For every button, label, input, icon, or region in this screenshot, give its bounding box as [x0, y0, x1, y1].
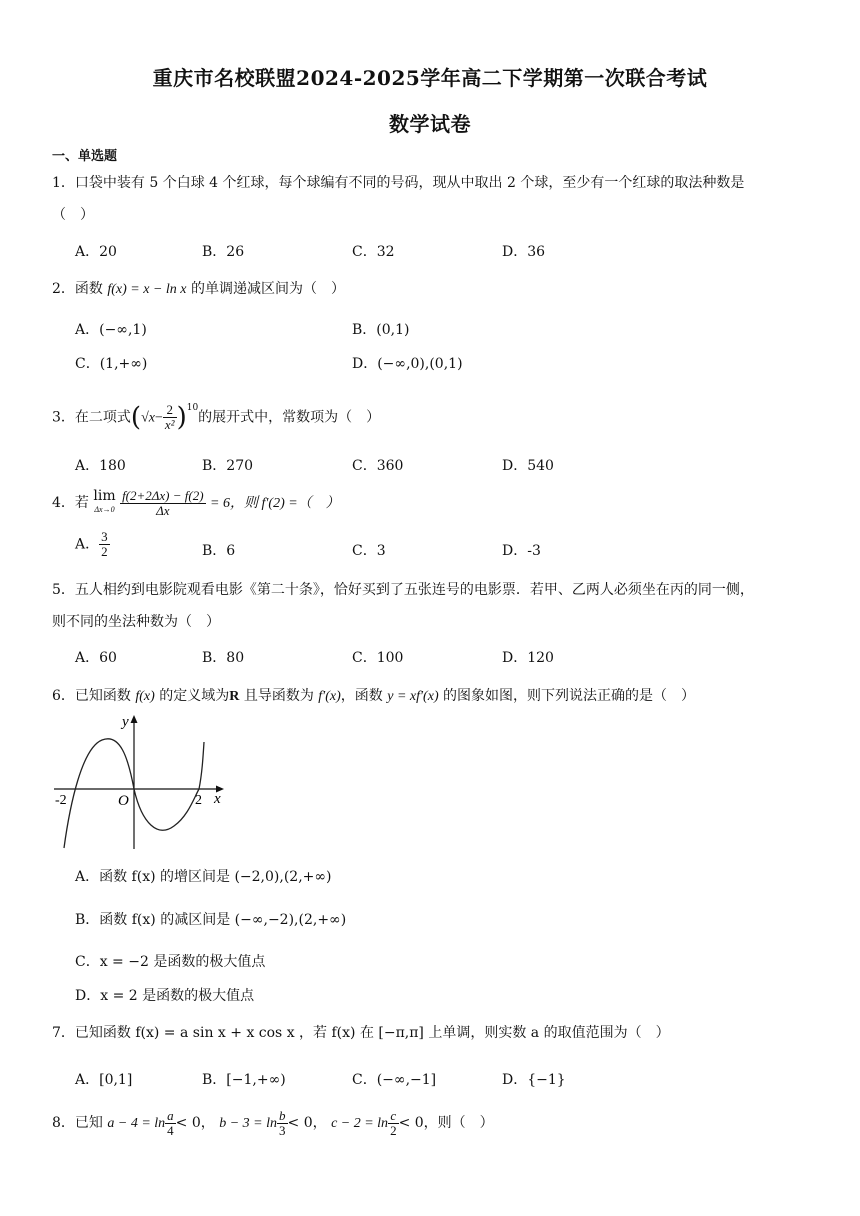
q8-a-expr: a − 4 = ln [107, 1116, 166, 1131]
q6-stem [52, 686, 695, 707]
q8-c-expr: c − 2 = ln [331, 1116, 389, 1131]
q3-exponent: 10 [186, 403, 199, 413]
q3-sqrt: √x [141, 410, 155, 426]
q3-option-c: C．360 [352, 458, 404, 474]
q8-c-tail: < 0，则（ ） [398, 1115, 494, 1131]
q7-option-b: B．[−1,+∞) [202, 1072, 286, 1088]
q6-fprime: f′(x) [318, 689, 341, 704]
q4-option-d: D．-3 [502, 543, 541, 559]
q1-option-d: D．36 [502, 244, 546, 260]
q2-stem [52, 279, 345, 300]
q7-option-a: A．[0,1] [75, 1072, 133, 1088]
q4-option-a-den: 2 [101, 544, 108, 559]
q6-text-a: 6．已知函数 [52, 688, 136, 704]
q1-option-c: C．32 [352, 244, 395, 260]
q1-stem-line2: （ ） [52, 207, 94, 223]
q8-a-fraction [165, 1109, 176, 1138]
graph-label-origin: O [118, 793, 129, 809]
q7-option-c: C．(−∞,−1] [352, 1072, 437, 1088]
q6-option-d: D．x = 2 是函数的极大值点 [75, 988, 255, 1004]
q4-option-a-num: 3 [101, 529, 108, 544]
y-axis-arrow [131, 715, 138, 723]
q7-stem: 7．已知函数 f(x) = a sin x + x cos x ，若 f(x) 在 [−π,π] 上单调，则实数 a 的取值范围为（ ） [52, 1025, 670, 1041]
q4-stem [52, 483, 340, 523]
q3-minus: − [154, 410, 163, 426]
q4-frac-den: Δx [156, 502, 170, 518]
q8-stem [52, 1104, 494, 1142]
q8-b-den: 3 [279, 1122, 286, 1138]
q8-prefix: 8．已知 [52, 1115, 103, 1131]
q1-stem-line1: 1．口袋中装有 5 个白球 4 个红球，每个球编有不同的号码，现从中取出 2 个球，至少有一个红球的取法种数是 [52, 175, 745, 191]
page-title: 重庆市名校联盟2024-2025学年高二下学期第一次联合考试 [152, 66, 708, 90]
q4-frac-num: f(2+2Δx) − f(2) [122, 487, 204, 503]
q6-option-c: C．x = −2 是函数的极大值点 [75, 954, 266, 970]
q5-option-c: C．100 [352, 650, 404, 666]
q4-equation-tail: = 6，则 f′(2) =（ ） [210, 496, 340, 511]
q5-stem-line1: 5．五人相约到电影院观看电影《第二十条》，恰好买到了五张连号的电影票．若甲、乙两人必须坐在丙的同一侧， [52, 582, 754, 598]
q3-suffix: 的展开式中，常数项为（ ） [198, 409, 381, 426]
q4-prefix: 4．若 [52, 495, 89, 511]
q4-lim-sub: Δx→0 [94, 505, 115, 514]
graph-label-neg2: -2 [55, 793, 67, 808]
q6-text-c: 且导函数为 [239, 688, 319, 704]
q3-option-d: D．540 [502, 458, 554, 474]
q4-option-c: C．3 [352, 543, 386, 559]
q7-option-d: D．{−1} [502, 1072, 566, 1088]
q6-text-e: 的图象如图，则下列说法正确的是（ ） [438, 688, 696, 704]
q4-limit [93, 490, 115, 516]
q4-lim-word: lim [93, 488, 116, 504]
q4-fraction [120, 489, 206, 518]
q1-option-a: A．20 [75, 244, 117, 260]
q2-expression: f(x) = x − ln x [107, 282, 187, 297]
graph-label-pos2: 2 [195, 793, 202, 808]
q8-a-tail: < 0， [175, 1115, 215, 1131]
q6-text-d: ，函数 [340, 688, 388, 704]
q2-option-d: D．(−∞,0),(0,1) [352, 356, 463, 372]
q5-option-d: D．120 [502, 650, 554, 666]
section-heading: 一、单选题 [52, 149, 118, 164]
q5-option-b: B．80 [202, 650, 245, 666]
q4-option-b: B．6 [202, 543, 236, 559]
q1-option-b: B．26 [202, 244, 245, 260]
q6-option-a: A．函数 f(x) 的增区间是 (−2,0),(2,+∞) [75, 869, 332, 885]
q3-option-a: A．180 [75, 458, 126, 474]
graph-label-y: y [122, 714, 129, 730]
q4-option-a [75, 530, 110, 566]
q3-prefix: 3．在二项式 [52, 409, 131, 426]
q6-fx: f(x) [135, 689, 155, 704]
q4-option-a-label: A． [75, 536, 100, 553]
q8-b-fraction [277, 1109, 288, 1138]
q6-function-graph [52, 712, 232, 852]
q3-option-b: B．270 [202, 458, 254, 474]
q2-prefix: 2．函数 [52, 281, 103, 297]
graph-label-x: x [214, 791, 221, 807]
q6-real-set: R [229, 689, 240, 704]
q6-option-b: B．函数 f(x) 的减区间是 (−∞,−2),(2,+∞) [75, 912, 347, 928]
q8-c-den: 2 [390, 1122, 397, 1138]
q2-option-b: B．(0,1) [352, 322, 410, 338]
q6-y-expr: y = xf′(x) [387, 689, 439, 704]
page-subtitle: 数学试卷 [389, 112, 471, 136]
q8-c-num: c [388, 1109, 399, 1124]
q4-option-a-fraction [99, 530, 110, 559]
q8-b-tail: < 0， [287, 1115, 327, 1131]
q3-right-paren: ) [176, 402, 187, 433]
q2-suffix: 的单调递减区间为（ ） [190, 281, 345, 297]
q8-c-fraction [388, 1109, 399, 1138]
q2-option-a: A．(−∞,1) [75, 322, 147, 338]
q8-a-den: 4 [167, 1122, 174, 1138]
q3-left-paren: ( [130, 402, 142, 433]
q8-b-num: b [279, 1107, 286, 1123]
q5-option-a: A．60 [75, 650, 117, 666]
q5-stem-line2: 则不同的坐法种数为（ ） [52, 614, 220, 630]
q3-stem [52, 396, 380, 432]
q3-frac-den: x² [164, 417, 175, 433]
q8-b-expr: b − 3 = ln [219, 1116, 278, 1131]
q8-a-num: a [167, 1107, 174, 1123]
q3-fraction [163, 403, 177, 432]
q3-frac-num: 2 [163, 403, 177, 418]
q6-text-b: 的定义域为 [154, 688, 230, 704]
q2-option-c: C．(1,+∞) [75, 356, 148, 372]
